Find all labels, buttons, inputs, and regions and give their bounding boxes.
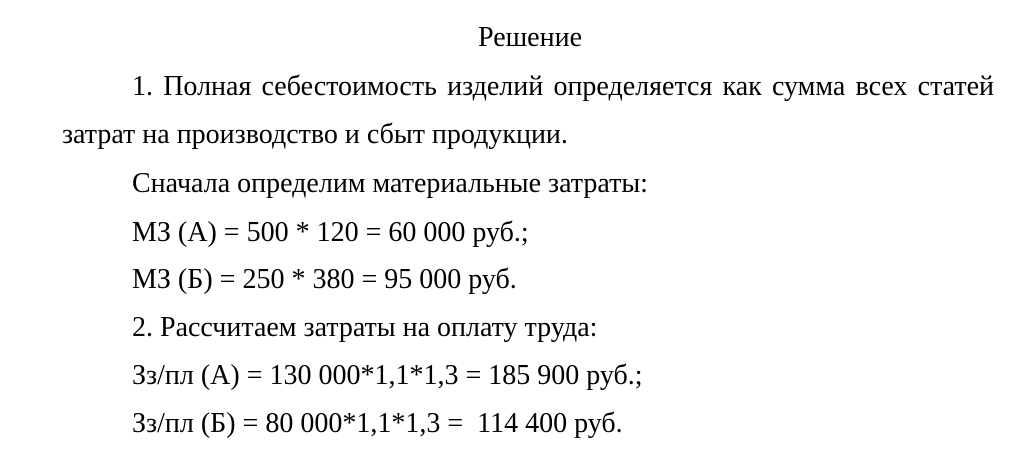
formula-line-labor-a: Зз/пл (А) = 130 000*1,1*1,3 = 185 900 руб.; bbox=[132, 360, 643, 391]
document-title: Решение bbox=[477, 22, 582, 53]
paragraph-1-first-line: 1. Полная себестоимость изделий определяется как сумма всех статей bbox=[132, 71, 994, 102]
paragraph-1-continuation: затрат на производство и сбыт продукции. bbox=[62, 119, 568, 150]
formula-line-mz-a: МЗ (А) = 500 * 120 = 60 000 руб.; bbox=[132, 217, 529, 248]
text-line-labor-costs-intro: 2. Рассчитаем затраты на оплату труда: bbox=[132, 312, 598, 343]
formula-line-labor-b: Зз/пл (Б) = 80 000*1,1*1,3 = 114 400 руб. bbox=[132, 408, 623, 439]
formula-line-mz-b: МЗ (Б) = 250 * 380 = 95 000 руб. bbox=[132, 264, 517, 295]
text-line-material-costs-intro: Сначала определим материальные затраты: bbox=[132, 168, 648, 199]
